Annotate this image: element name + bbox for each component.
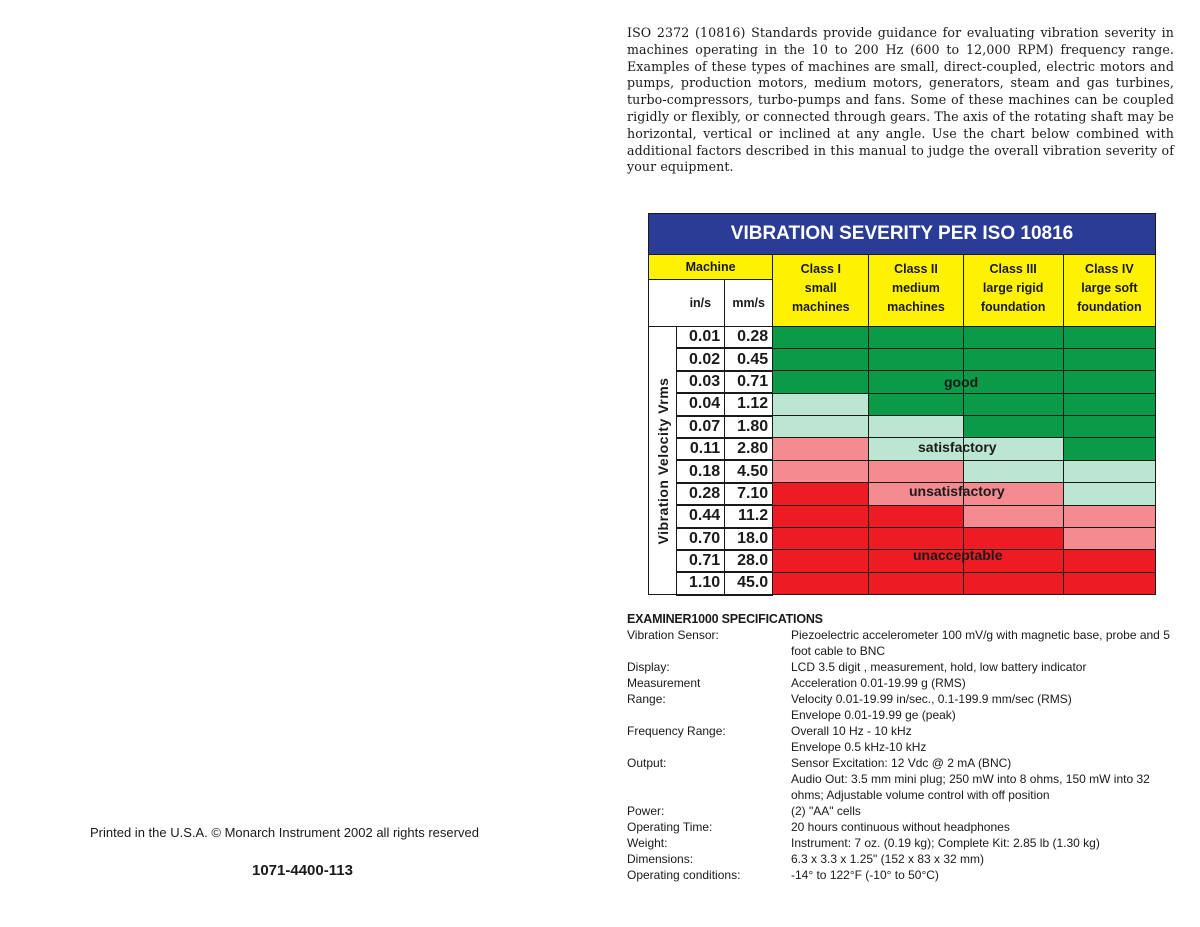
mm-s-value: 4.50 <box>725 460 773 482</box>
severity-row <box>649 528 1156 550</box>
in-s-value: 0.03 <box>677 371 725 393</box>
chart-title: VIBRATION SEVERITY PER ISO 10816 <box>649 214 1156 255</box>
zone-cell-class-4 <box>1063 483 1155 505</box>
class-4-line2: large soft <box>1081 281 1138 295</box>
class-3-line1: Class III <box>989 262 1037 276</box>
mm-s-value: 18.0 <box>725 528 773 550</box>
spec-row <box>627 867 1177 883</box>
zone-cell-class-2 <box>869 505 963 527</box>
zone-cell-class-1 <box>773 572 869 594</box>
spec-row <box>627 803 1177 819</box>
axis-label: Vibration Velocity Vrms <box>654 377 671 545</box>
spec-value: (2) "AA" cells <box>791 804 861 818</box>
class-2-line2: medium <box>891 281 940 295</box>
spec-value: Audio Out: 3.5 mm mini plug; 250 mW into 8 ohms, 150 mW into 32 ohms; Adjustable volume control with off position <box>791 772 1150 802</box>
severity-row <box>649 348 1156 370</box>
spec-row <box>627 851 1177 867</box>
mm-s-value: 45.0 <box>725 572 773 594</box>
zone-cell-class-2 <box>869 550 963 572</box>
severity-row <box>649 371 1156 393</box>
zone-cell-class-4 <box>1063 438 1155 460</box>
zone-cell-class-1 <box>773 327 869 349</box>
zone-cell-class-4 <box>1063 505 1155 527</box>
specs-title: EXAMINER1000 SPECIFICATIONS <box>627 612 823 626</box>
spec-row <box>627 755 1177 771</box>
mm-s-value: 7.10 <box>725 483 773 505</box>
spec-row <box>627 627 1177 659</box>
spec-label: Range: <box>627 692 666 706</box>
zone-label-unsatisfactory: unsatisfactory <box>909 483 1005 499</box>
severity-row <box>649 393 1156 415</box>
spec-value: Velocity 0.01-19.99 in/sec., 0.1-199.9 mm/sec (RMS) <box>791 692 1072 706</box>
unit-in-header: in/s <box>677 280 725 327</box>
mm-s-value: 1.80 <box>725 416 773 438</box>
zone-cell-class-1 <box>773 393 869 415</box>
machine-header: Machine <box>649 255 773 280</box>
in-s-value: 0.70 <box>677 528 725 550</box>
class-2-line3: machines <box>887 300 945 314</box>
zone-cell-class-4 <box>1063 528 1155 550</box>
severity-row <box>649 483 1156 505</box>
spec-label: Operating Time: <box>627 820 713 834</box>
in-s-value: 0.01 <box>677 327 725 349</box>
zone-cell-class-2 <box>869 327 963 349</box>
mm-s-value: 0.45 <box>725 348 773 370</box>
zone-cell-class-3 <box>963 393 1063 415</box>
spec-label: Frequency Range: <box>627 724 726 738</box>
spec-label: Dimensions: <box>627 852 694 866</box>
zone-cell-class-1 <box>773 483 869 505</box>
axis-label-cell <box>649 327 677 595</box>
spec-label <box>627 771 791 803</box>
severity-row <box>649 505 1156 527</box>
in-s-value: 0.07 <box>677 416 725 438</box>
zone-cell-class-2 <box>869 438 963 460</box>
spec-row <box>627 691 1177 707</box>
spec-label: Operating conditions: <box>627 868 741 882</box>
class-3-line3: foundation <box>980 300 1046 314</box>
in-s-value: 0.71 <box>677 550 725 572</box>
zone-cell-class-4 <box>1063 371 1155 393</box>
zone-cell-class-4 <box>1063 393 1155 415</box>
zone-cell-class-4 <box>1063 572 1155 594</box>
class-4-header <box>1063 255 1155 327</box>
zone-cell-class-3 <box>963 483 1063 505</box>
class-1-line1: Class I <box>800 262 841 276</box>
zone-cell-class-2 <box>869 348 963 370</box>
vibration-severity-chart <box>648 213 1156 593</box>
spec-row <box>627 659 1177 675</box>
zone-cell-class-3 <box>963 438 1063 460</box>
zone-cell-class-4 <box>1063 550 1155 572</box>
spec-row <box>627 723 1177 739</box>
unit-mm-header: mm/s <box>725 280 773 327</box>
spec-value: -14° to 122°F (-10° to 50°C) <box>791 868 939 882</box>
in-s-value: 0.04 <box>677 393 725 415</box>
zone-label-good: good <box>944 374 979 390</box>
zone-cell-class-3 <box>963 505 1063 527</box>
spec-label: Weight: <box>627 836 668 850</box>
zone-cell-class-1 <box>773 371 869 393</box>
severity-row <box>649 438 1156 460</box>
zone-cell-class-2 <box>869 393 963 415</box>
spec-label <box>627 707 791 723</box>
mm-s-value: 2.80 <box>725 438 773 460</box>
zone-cell-class-3 <box>963 528 1063 550</box>
zone-cell-class-4 <box>1063 327 1155 349</box>
in-s-value: 0.11 <box>677 438 725 460</box>
zone-cell-class-1 <box>773 348 869 370</box>
spec-label: Measurement <box>627 676 701 690</box>
spec-value: 20 hours continuous without headphones <box>791 820 1010 834</box>
mm-s-value: 0.71 <box>725 371 773 393</box>
severity-row <box>649 550 1156 572</box>
zone-cell-class-1 <box>773 438 869 460</box>
vibration-severity-table <box>648 213 1156 596</box>
spec-value: Sensor Excitation: 12 Vdc @ 2 mA (BNC) <box>791 756 1012 770</box>
in-s-value: 0.02 <box>677 348 725 370</box>
zone-cell-class-2 <box>869 528 963 550</box>
spec-value: Overall 10 Hz - 10 kHz <box>791 724 912 738</box>
class-3-line2: large rigid <box>982 281 1044 295</box>
severity-row <box>649 327 1156 349</box>
spec-label: Display: <box>627 660 670 674</box>
in-s-value: 0.44 <box>677 505 725 527</box>
zone-cell-class-1 <box>773 505 869 527</box>
spec-value: Envelope 0.01-19.99 ge (peak) <box>791 708 956 722</box>
severity-row <box>649 460 1156 482</box>
zone-cell-class-4 <box>1063 416 1155 438</box>
spec-value: Envelope 0.5 kHz-10 kHz <box>791 740 927 754</box>
in-s-value: 1.10 <box>677 572 725 594</box>
intro-paragraph: ISO 2372 (10816) Standards provide guidance for evaluating vibration severity in machines operating in the 10 to 200 Hz (600 to 12,000 RPM) frequency range. Examples of these types of machines are small, direct-coupled, electric motors and pumps, production motors, medium motors, generators, steam and gas turbines, turbo-compressors, turbo-pumps and fans. Some of these machines can be coupled rigidly or flexibly, or connected through gears. The axis of the rotating shaft may be horizontal, vertical or inclined at any angle. Use the chart below combined with additional factors described in this manual to judge the overall vibration severity of your equipment. <box>627 25 1174 175</box>
in-s-value: 0.28 <box>677 483 725 505</box>
zone-cell-class-3 <box>963 572 1063 594</box>
zone-cell-class-1 <box>773 460 869 482</box>
spec-row <box>627 771 1177 803</box>
spec-label: Output: <box>627 756 667 770</box>
mm-s-value: 28.0 <box>725 550 773 572</box>
zone-label-satisfactory: satisfactory <box>918 439 997 455</box>
class-1-line3: machines <box>791 300 850 314</box>
mm-s-value: 1.12 <box>725 393 773 415</box>
part-number: 1071-4400-113 <box>252 862 353 879</box>
zone-cell-class-2 <box>869 483 963 505</box>
class-4-line3: foundation <box>1077 300 1142 314</box>
zone-cell-class-1 <box>773 528 869 550</box>
spec-label <box>627 739 791 755</box>
in-s-value: 0.18 <box>677 460 725 482</box>
specifications <box>627 611 1177 883</box>
zone-cell-class-3 <box>963 460 1063 482</box>
zone-cell-class-3 <box>963 327 1063 349</box>
zone-cell-class-1 <box>773 550 869 572</box>
spec-row <box>627 675 1177 691</box>
zone-cell-class-3 <box>963 550 1063 572</box>
zone-cell-class-4 <box>1063 348 1155 370</box>
spec-row <box>627 707 1177 723</box>
spec-label: Power: <box>627 804 665 818</box>
severity-row <box>649 572 1156 594</box>
printed-notice: Printed in the U.S.A. © Monarch Instrument 2002 all rights reserved <box>90 825 479 840</box>
spec-label: Vibration Sensor: <box>627 628 719 642</box>
class-4-line1: Class IV <box>1085 262 1134 276</box>
spec-row <box>627 739 1177 755</box>
zone-label-unacceptable: unacceptable <box>913 547 1003 563</box>
class-1-line2: small <box>804 281 837 295</box>
class-1-header <box>773 255 869 327</box>
zone-cell-class-2 <box>869 371 963 393</box>
spec-row <box>627 819 1177 835</box>
zone-cell-class-2 <box>869 572 963 594</box>
mm-s-value: 11.2 <box>725 505 773 527</box>
spec-value: LCD 3.5 digit , measurement, hold, low battery indicator <box>791 660 1087 674</box>
zone-cell-class-3 <box>963 416 1063 438</box>
zone-cell-class-3 <box>963 371 1063 393</box>
class-2-line1: Class II <box>894 262 938 276</box>
zone-cell-class-2 <box>869 460 963 482</box>
spec-value: Piezoelectric accelerometer 100 mV/g with magnetic base, probe and 5 foot cable to BNC <box>791 628 1170 658</box>
zone-cell-class-2 <box>869 416 963 438</box>
zone-cell-class-1 <box>773 416 869 438</box>
spec-value: Acceleration 0.01-19.99 g (RMS) <box>791 676 966 690</box>
class-3-header <box>963 255 1063 327</box>
spec-value: 6.3 x 3.3 x 1.25" (152 x 83 x 32 mm) <box>791 852 985 866</box>
spec-rows <box>627 627 1177 883</box>
zone-cell-class-3 <box>963 348 1063 370</box>
severity-row <box>649 416 1156 438</box>
spec-value: Instrument: 7 oz. (0.19 kg); Complete Kit: 2.85 lb (1.30 kg) <box>791 836 1100 850</box>
zone-cell-class-4 <box>1063 460 1155 482</box>
class-2-header <box>869 255 963 327</box>
mm-s-value: 0.28 <box>725 327 773 349</box>
spec-row <box>627 835 1177 851</box>
